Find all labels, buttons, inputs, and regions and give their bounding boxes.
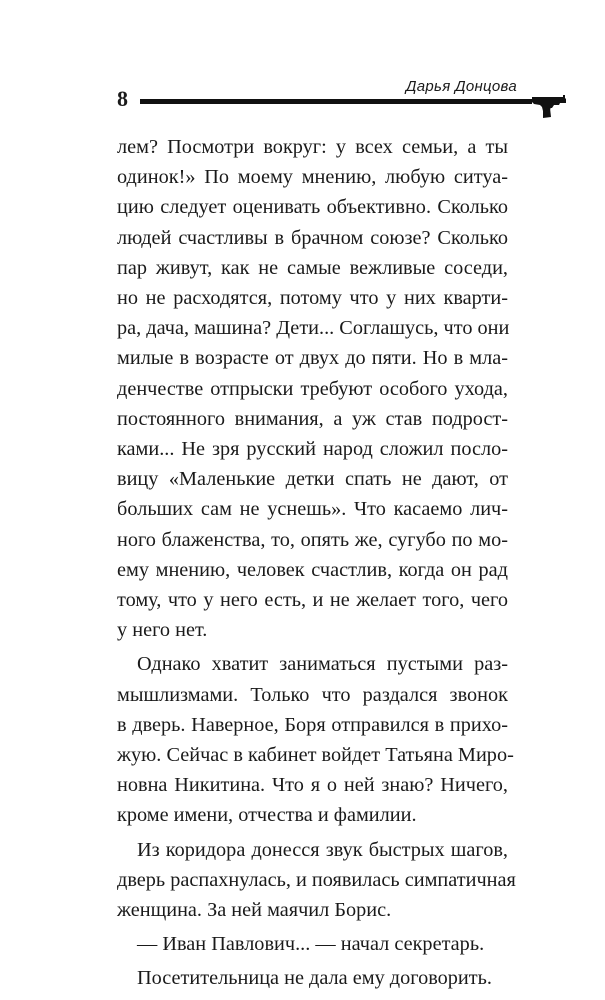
text-line: — Иван Павлович... — начал секретарь. bbox=[137, 933, 485, 956]
text-line: Однако хватит заниматься пустыми раз- bbox=[137, 653, 508, 676]
text-line: в дверь. Наверное, Боря отправился в прихо- bbox=[117, 713, 508, 736]
pistol-icon bbox=[530, 94, 568, 120]
text-line: у него нет. bbox=[117, 619, 208, 642]
paragraph-4 bbox=[117, 929, 508, 959]
paragraph-3 bbox=[117, 835, 516, 926]
paragraph-1 bbox=[117, 132, 508, 645]
text-line: Из коридора донесся звук быстрых шагов, bbox=[137, 838, 508, 861]
text-line: ками... Не зря русский народ сложил посло- bbox=[117, 438, 508, 461]
text-line: мышлизмами. Только что раздался звонок bbox=[117, 683, 508, 706]
text-line: больших сам не уснешь». Что касаемо лич- bbox=[117, 498, 508, 521]
text-line: но не расходятся, потому что у них кварти- bbox=[117, 287, 508, 310]
text-line: ного блаженства, то, опять же, сугубо по мо- bbox=[117, 528, 508, 551]
text-line: тому, что у него есть, и не желает того, чего bbox=[117, 589, 508, 612]
text-line: дверь распахнулась, и появилась симпатичная bbox=[117, 868, 516, 891]
running-head-author: Дарья Донцова bbox=[405, 78, 517, 95]
text-line: одинок!» По моему мнению, любую ситуа- bbox=[117, 166, 508, 189]
page-header bbox=[0, 0, 605, 130]
text-line: вицу «Маленькие детки спать не дают, от bbox=[117, 468, 508, 491]
text-line: новна Никитина. Что я о ней знаю? Ничего, bbox=[117, 774, 508, 797]
text-line: денчестве отпрыски требуют особого ухода, bbox=[117, 377, 508, 400]
text-line: ра, дача, машина? Дети... Соглашусь, что они bbox=[117, 317, 510, 340]
page-number: 8 bbox=[117, 86, 128, 111]
text-line: женщина. За ней маячил Борис. bbox=[117, 899, 392, 922]
text-line: Посетительница не дала ему договорить. bbox=[137, 967, 492, 990]
text-line: лем? Посмотри вокруг: у всех семьи, а ты bbox=[117, 136, 508, 158]
paragraph-2 bbox=[117, 649, 514, 830]
text-line: милые в возрасте от двух до пяти. Но в мла- bbox=[117, 347, 508, 370]
text-line: пар живут, как не самые вежливые соседи, bbox=[117, 256, 508, 279]
text-line: людей счастливы в брачном союзе? Сколько bbox=[117, 226, 508, 249]
body-text bbox=[117, 132, 516, 994]
text-line: цию следует оценивать объективно. Сколько bbox=[117, 196, 508, 219]
paragraph-5 bbox=[117, 963, 508, 993]
text-line: жую. Сейчас в кабинет войдет Татьяна Миро- bbox=[117, 744, 514, 767]
text-line: постоянного внимания, а уж став подрост- bbox=[117, 407, 508, 430]
text-line: ему мнению, человек счастлив, когда он рад bbox=[117, 558, 508, 581]
header-rule bbox=[140, 99, 532, 104]
text-line: кроме имени, отчества и фамилии. bbox=[117, 804, 417, 827]
